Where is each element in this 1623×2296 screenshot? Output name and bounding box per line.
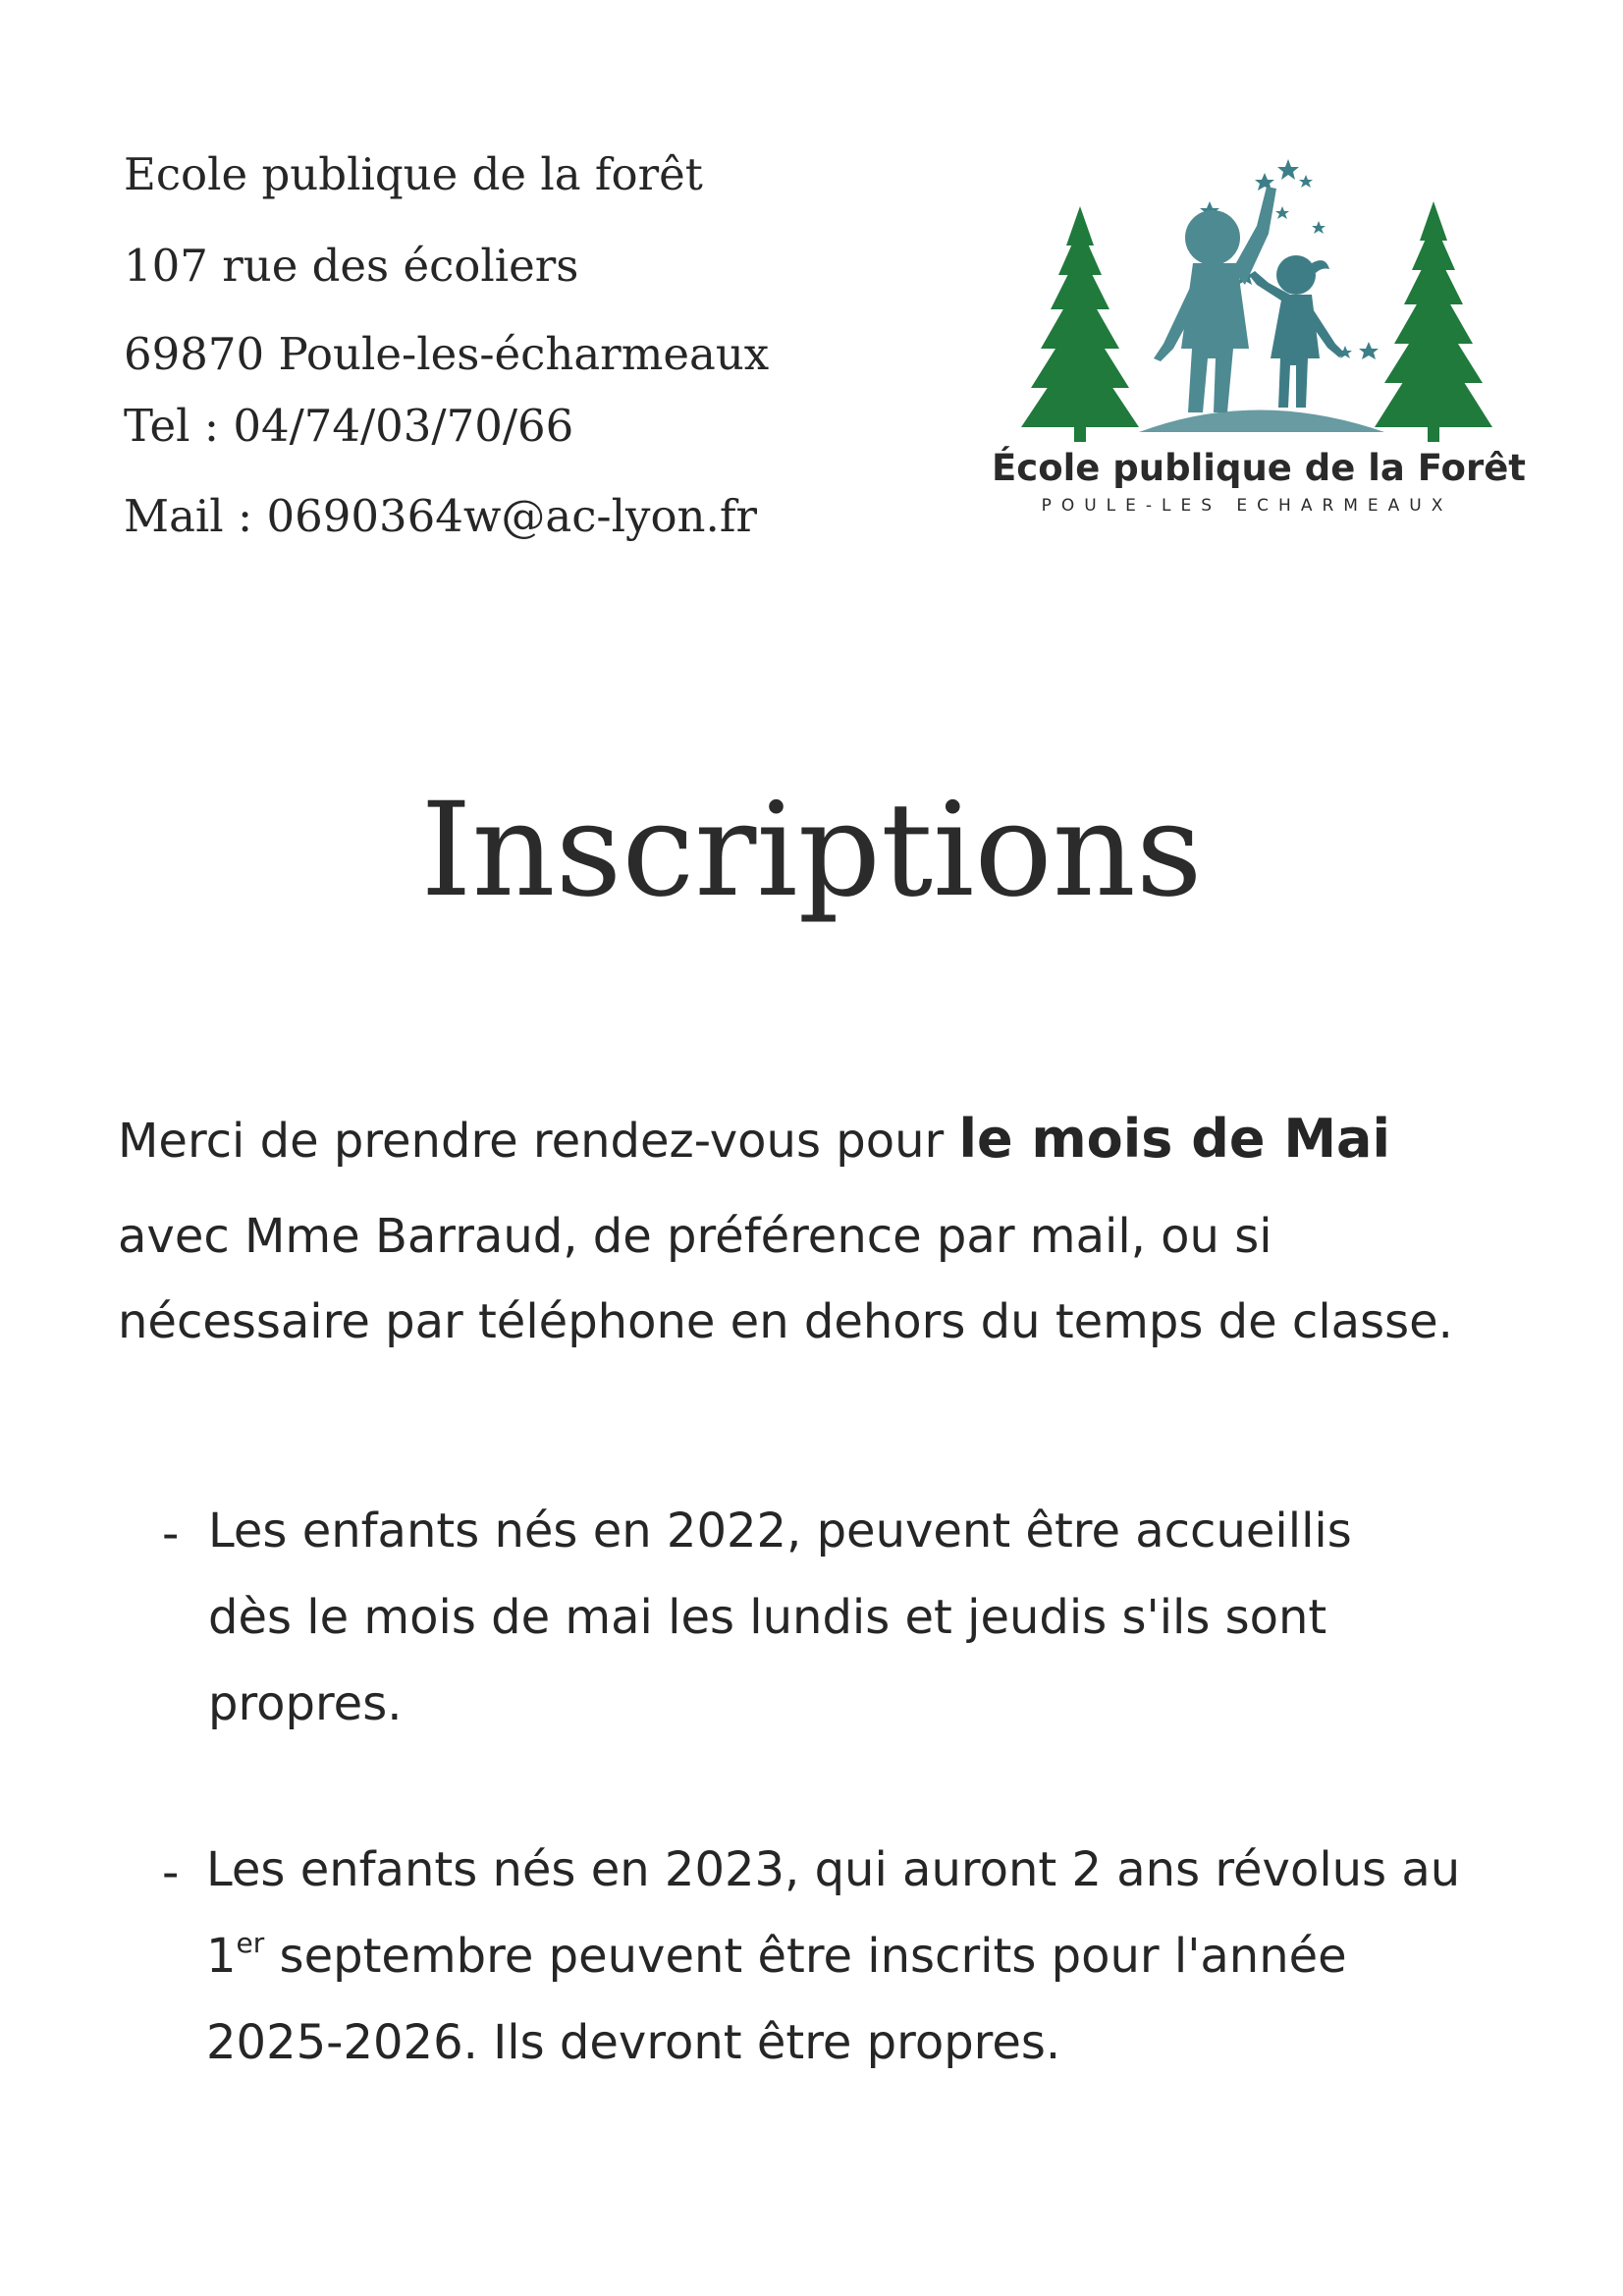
logo-subtitle: POULE-LES ECHARMEAUX: [1041, 496, 1453, 516]
bullet-1-dash: -: [162, 1506, 180, 1561]
bullet-2-line-2-rest: septembre peuvent être inscrits pour l'année: [264, 1929, 1347, 1984]
logo-illustration-icon: [992, 147, 1502, 452]
intro-line-2: avec Mme Barraud, de préférence par mail, ou si: [118, 1209, 1272, 1264]
ground-icon: [1139, 410, 1384, 433]
left-tree-icon: [1021, 206, 1139, 442]
bullet-2-dash: -: [162, 1845, 180, 1900]
bullet-2-ordinal-suffix: er: [236, 1927, 265, 1959]
bullet-2-line-3: 2025-2026. Ils devront être propres.: [206, 2015, 1061, 2070]
school-street: 107 rue des écoliers: [124, 240, 579, 292]
bullet-1-line-1: Les enfants nés en 2022, peuvent être accueillis: [208, 1503, 1352, 1558]
bullet-1-line-2: dès le mois de mai les lundis et jeudis s'ils sont: [208, 1590, 1327, 1645]
bullet-2-ordinal: 1: [206, 1929, 237, 1984]
intro-line-3: nécessaire par téléphone en dehors du temps de classe.: [118, 1294, 1453, 1349]
intro-emphasis: le mois de Mai: [958, 1108, 1390, 1170]
logo-title: École publique de la Forêt: [992, 447, 1526, 489]
right-tree-icon: [1375, 201, 1492, 442]
school-phone: Tel : 04/74/03/70/66: [124, 400, 574, 452]
page-title: Inscriptions: [420, 775, 1203, 926]
small-child-silhouette-icon: [1249, 255, 1345, 408]
school-name: Ecole publique de la forêt: [124, 148, 703, 200]
child-silhouette-icon: [1154, 187, 1276, 412]
school-city: 69870 Poule-les-écharmeaux: [124, 328, 770, 380]
intro-line-1: [118, 1108, 1390, 1170]
bullet-2-line-1: Les enfants nés en 2023, qui auront 2 ans révolus au: [206, 1842, 1461, 1897]
intro-line-1-prefix: Merci de prendre rendez-vous pour: [118, 1114, 959, 1169]
bullet-1-line-3: propres.: [208, 1676, 403, 1731]
bullet-2-line-2: [206, 1927, 1347, 1984]
school-logo: [992, 147, 1526, 520]
school-mail: Mail : 0690364w@ac-lyon.fr: [124, 490, 757, 542]
